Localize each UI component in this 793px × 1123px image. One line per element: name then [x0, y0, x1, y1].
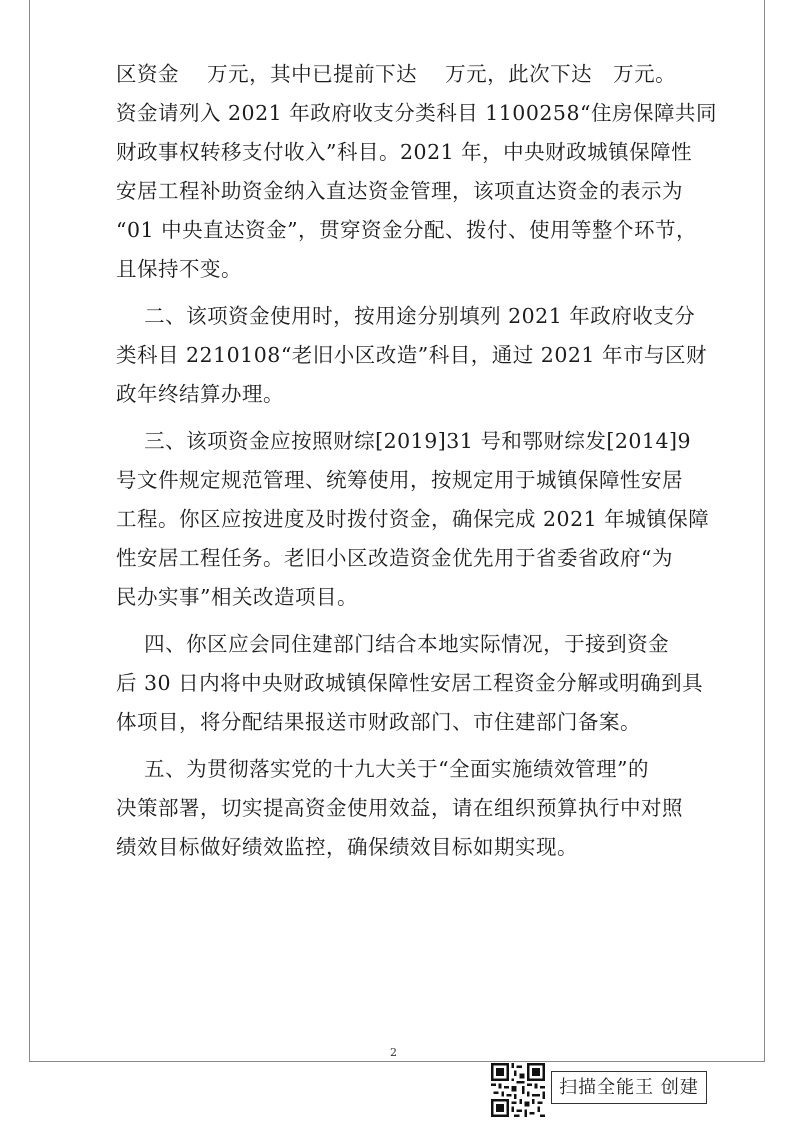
text-line: 号文件规定规范管理、统筹使用，按规定用于城镇保障性安居: [116, 468, 683, 492]
text-line: 安居工程补助资金纳入直达资金管理，该项直达资金的表示为: [116, 179, 683, 203]
text-line: 财政事权转移支付收入”科目。2021 年，中央财政城镇保障性: [116, 140, 693, 164]
text-line: 民办实事”相关改造项目。: [116, 585, 358, 609]
document-body: [116, 55, 736, 867]
text-line: 后 30 日内将中央财政城镇保障性安居工程资金分解或明确到具: [116, 671, 704, 695]
page-number: 2: [390, 1046, 397, 1059]
text-line: 政年终结算办理。: [116, 382, 284, 406]
text-line: 决策部署，切实提高资金使用效益，请在组织预算执行中对照: [116, 796, 683, 820]
qr-code-icon: [491, 1063, 545, 1117]
text-line: 且保持不变。: [116, 257, 242, 281]
text-line: 工程。你区应按进度及时拨付资金，确保完成 2021 年城镇保障: [116, 507, 710, 531]
text-line: “01 中央直达资金”，贯穿资金分配、拨付、使用等整个环节，: [116, 218, 698, 242]
text-line: 区资金 万元，其中已提前下达 万元，此次下达 万元。: [116, 62, 677, 86]
text-line: 三、该项资金应按照财综[2019]31 号和鄂财综发[2014]9: [116, 429, 692, 453]
text-line: 绩效目标做好绩效监控，确保绩效目标如期实现。: [116, 835, 578, 859]
text-line: 二、该项资金使用时，按用途分别填列 2021 年政府收支分: [116, 304, 696, 328]
text-line: 类科目 2210108“老旧小区改造”科目，通过 2021 年市与区财: [116, 343, 707, 367]
text-line: 四、你区应会同住建部门结合本地实际情况，于接到资金: [116, 632, 670, 656]
text-line: 五、为贯彻落实党的十九大关于“全面实施绩效管理”的: [116, 757, 650, 781]
text-line: 资金请列入 2021 年政府收支分类科目 1100258“住房保障共同: [116, 101, 717, 125]
text-line: 体项目，将分配结果报送市财政部门、市住建部门备案。: [116, 710, 641, 734]
scanner-watermark: 扫描全能王 创建: [551, 1071, 707, 1104]
text-line: 性安居工程任务。老旧小区改造资金优先用于省委省政府“为: [116, 546, 673, 570]
